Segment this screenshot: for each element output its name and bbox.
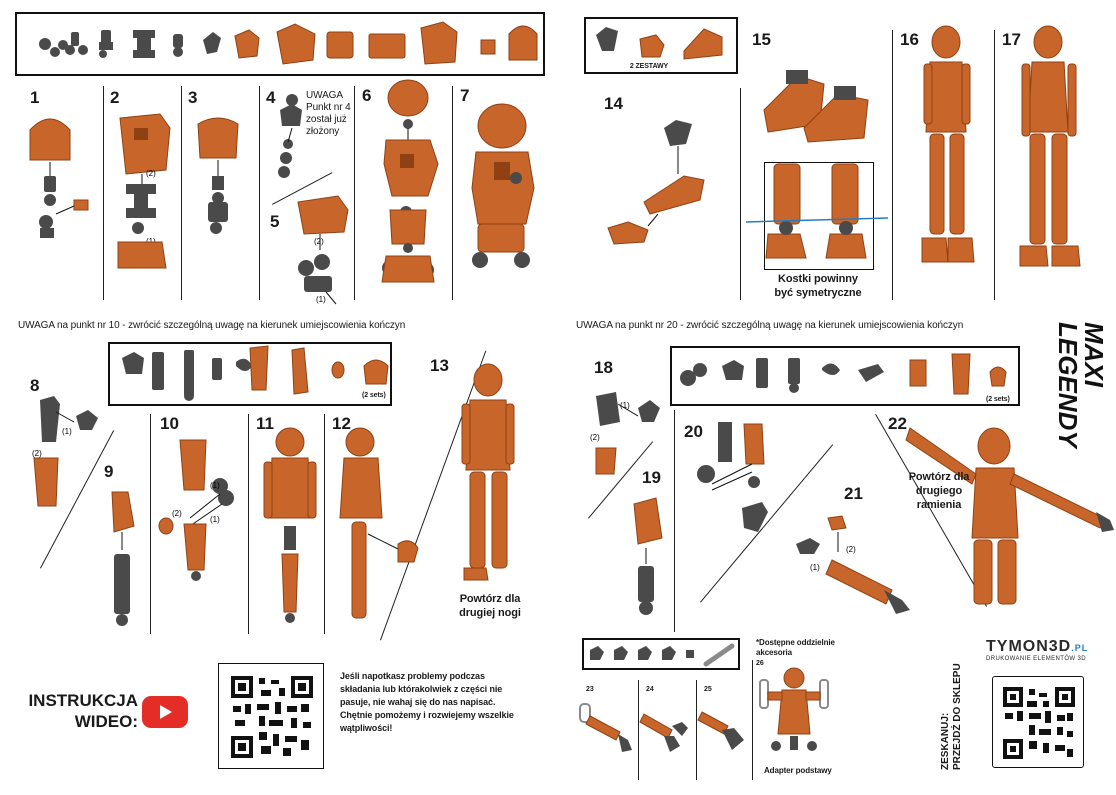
symmetry-note bbox=[756, 272, 880, 300]
callout: (2) bbox=[146, 169, 156, 178]
divider bbox=[103, 86, 104, 300]
step-number-6: 6 bbox=[362, 86, 372, 105]
accessories-note-line: *Dostępne oddzielnie bbox=[756, 638, 835, 647]
help-text-line: Chętnie pomożemy i rozwiejemy wszelkie bbox=[340, 710, 514, 720]
callout: (1) bbox=[620, 401, 630, 410]
step-11-illustration bbox=[262, 426, 322, 626]
step-10-illustration bbox=[156, 436, 246, 582]
video-instruction-title bbox=[26, 690, 138, 732]
two-sets-label: (2 sets) bbox=[986, 396, 1010, 403]
callout: (2) bbox=[172, 509, 182, 518]
adapter-label: Adapter podstawy bbox=[764, 766, 832, 775]
step-number-9: 9 bbox=[104, 462, 114, 481]
repeat-arm-line: ramienia bbox=[916, 499, 962, 511]
step-21-illustration bbox=[788, 512, 918, 622]
divider bbox=[452, 86, 453, 300]
shop-qr-code[interactable] bbox=[992, 676, 1084, 768]
scan-text-line: ZESKANUJ: bbox=[940, 712, 951, 770]
step-number-2: 2 bbox=[110, 88, 120, 107]
step4-note-line: został już bbox=[306, 114, 347, 125]
step-number-13: 13 bbox=[430, 356, 449, 375]
step-number-15: 15 bbox=[752, 30, 771, 49]
step-number-24: 24 bbox=[646, 686, 654, 693]
divider bbox=[638, 680, 639, 780]
youtube-icon[interactable] bbox=[142, 696, 188, 728]
step-13-illustration bbox=[456, 362, 522, 584]
callout: (1) bbox=[810, 563, 820, 572]
right-warning: UWAGA na punkt nr 20 - zwrócić szczególną uwagę na kierunek umiejscowienia kończyn bbox=[576, 320, 964, 331]
step-number-21: 21 bbox=[844, 484, 863, 503]
step-7-illustration bbox=[466, 104, 536, 270]
scan-text-line: PRZEJDŹ DO SKLEPU bbox=[952, 663, 963, 770]
step-24-illustration bbox=[640, 700, 696, 760]
callout: (1) bbox=[210, 515, 220, 524]
brand-domain: .PL bbox=[1071, 643, 1089, 653]
divider bbox=[324, 414, 325, 634]
step-18-illustration bbox=[588, 382, 668, 482]
step-number-3: 3 bbox=[188, 88, 198, 107]
step-25-illustration bbox=[698, 700, 752, 760]
step-17-illustration bbox=[1010, 24, 1086, 276]
callout: (1) bbox=[62, 427, 72, 436]
two-sets-label: 2 ZESTAWY bbox=[629, 63, 669, 70]
step-16-illustration bbox=[916, 24, 982, 276]
step-number-5: 5 bbox=[270, 212, 280, 231]
divider bbox=[248, 414, 249, 634]
callout: (2) bbox=[314, 237, 324, 246]
brand-name: TYMON3D bbox=[986, 638, 1072, 655]
step-5-illustration bbox=[286, 192, 356, 312]
left-warning: UWAGA na punkt nr 10 - zwrócić szczególną uwagę na kierunek umiejscowienia kończyn bbox=[18, 320, 406, 331]
accessories-note-line: akcesoria bbox=[756, 648, 793, 657]
step-number-1: 1 bbox=[30, 88, 40, 107]
brand-tagline: DRUKOWANIE ELEMENTÓW 3D bbox=[986, 656, 1086, 662]
step-3-illustration bbox=[192, 116, 252, 236]
video-title-line: WIDEO: bbox=[74, 712, 138, 731]
callout: (2) bbox=[32, 449, 42, 458]
symmetry-note-line: Kostki powinny bbox=[778, 273, 858, 285]
step-number-11: 11 bbox=[256, 414, 274, 433]
divider bbox=[259, 86, 260, 300]
parts-row-top bbox=[15, 12, 545, 76]
step-number-4: 4 bbox=[266, 88, 276, 107]
repeat-leg-line: Powtórz dla bbox=[459, 593, 521, 605]
step4-note-line: UWAGA bbox=[306, 90, 343, 101]
divider bbox=[696, 680, 697, 780]
qr-pattern bbox=[231, 676, 313, 758]
divider bbox=[150, 414, 151, 634]
divider bbox=[674, 410, 675, 632]
step-1-illustration bbox=[20, 110, 100, 250]
video-title-line: INSTRUKCJA bbox=[28, 691, 138, 710]
maxi-legendy-logo bbox=[1053, 322, 1109, 470]
step-12-illustration bbox=[338, 426, 422, 626]
repeat-arm-note bbox=[902, 470, 976, 512]
step-number-10: 10 bbox=[160, 414, 179, 433]
step-15-illustration bbox=[760, 50, 880, 140]
step-number-20: 20 bbox=[684, 422, 703, 441]
repeat-arm-line: Powtórz dla bbox=[908, 471, 970, 483]
step-6-illustration bbox=[380, 80, 446, 298]
divider bbox=[994, 30, 995, 300]
step-number-7: 7 bbox=[460, 86, 470, 105]
step4-note-line: Punkt nr 4 bbox=[306, 102, 351, 113]
symmetry-legs bbox=[746, 162, 896, 270]
step-20-illustration bbox=[692, 414, 782, 544]
leg-parts bbox=[108, 342, 392, 406]
step-19-illustration bbox=[628, 494, 668, 624]
step-number-12: 12 bbox=[332, 414, 351, 433]
two-sets-label: (2 sets) bbox=[362, 392, 386, 399]
step-8-illustration bbox=[30, 394, 100, 510]
help-text-line: składania lub którakolwiek z części nie bbox=[340, 684, 503, 694]
step-number-8: 8 bbox=[30, 376, 40, 395]
divider bbox=[752, 660, 753, 780]
step-14-illustration bbox=[604, 118, 714, 248]
step4-note-line: złożony bbox=[306, 126, 340, 137]
step-number-16: 16 bbox=[900, 30, 919, 49]
callout: (1) bbox=[210, 481, 220, 490]
step-4-illustration bbox=[264, 92, 314, 182]
step-number-26: 26 bbox=[756, 660, 764, 667]
tymon3d-logo bbox=[986, 638, 1092, 674]
scan-text bbox=[940, 630, 964, 770]
arm-parts bbox=[670, 346, 1020, 406]
callout: (2) bbox=[590, 433, 600, 442]
step-number-19: 19 bbox=[642, 468, 661, 487]
step-23-illustration bbox=[578, 700, 638, 760]
step-number-22: 22 bbox=[888, 414, 907, 433]
logo-line: MAXI bbox=[1079, 322, 1109, 387]
step-2-illustration bbox=[112, 108, 182, 288]
qr-pattern bbox=[1003, 687, 1075, 759]
step-number-14: 14 bbox=[604, 94, 623, 113]
help-text-line: pasuje, nie wahaj się do nas napisać. bbox=[340, 697, 496, 707]
step-26-illustration bbox=[756, 668, 836, 764]
logo-line: LEGENDY bbox=[1053, 322, 1083, 448]
step-9-illustration bbox=[104, 488, 144, 630]
accessories-note bbox=[756, 638, 835, 658]
accessories-parts bbox=[582, 638, 740, 670]
help-text-line: wątpliwości! bbox=[340, 723, 393, 733]
repeat-arm-line: drugiego bbox=[915, 485, 963, 497]
step-number-25: 25 bbox=[704, 686, 712, 693]
callout: (2) bbox=[846, 545, 856, 554]
help-text bbox=[340, 670, 514, 735]
callout: (1) bbox=[316, 295, 326, 304]
repeat-leg-line: drugiej nogi bbox=[459, 607, 521, 619]
help-text-line: Jeśli napotkasz problemy podczas bbox=[340, 671, 485, 681]
step-number-18: 18 bbox=[594, 358, 613, 377]
video-qr-code[interactable] bbox=[218, 663, 324, 769]
divider bbox=[740, 88, 741, 300]
step-number-23: 23 bbox=[586, 686, 594, 693]
repeat-leg-note bbox=[440, 592, 540, 620]
step-number-17: 17 bbox=[1002, 30, 1021, 49]
symmetry-note-line: być symetryczne bbox=[774, 287, 862, 299]
